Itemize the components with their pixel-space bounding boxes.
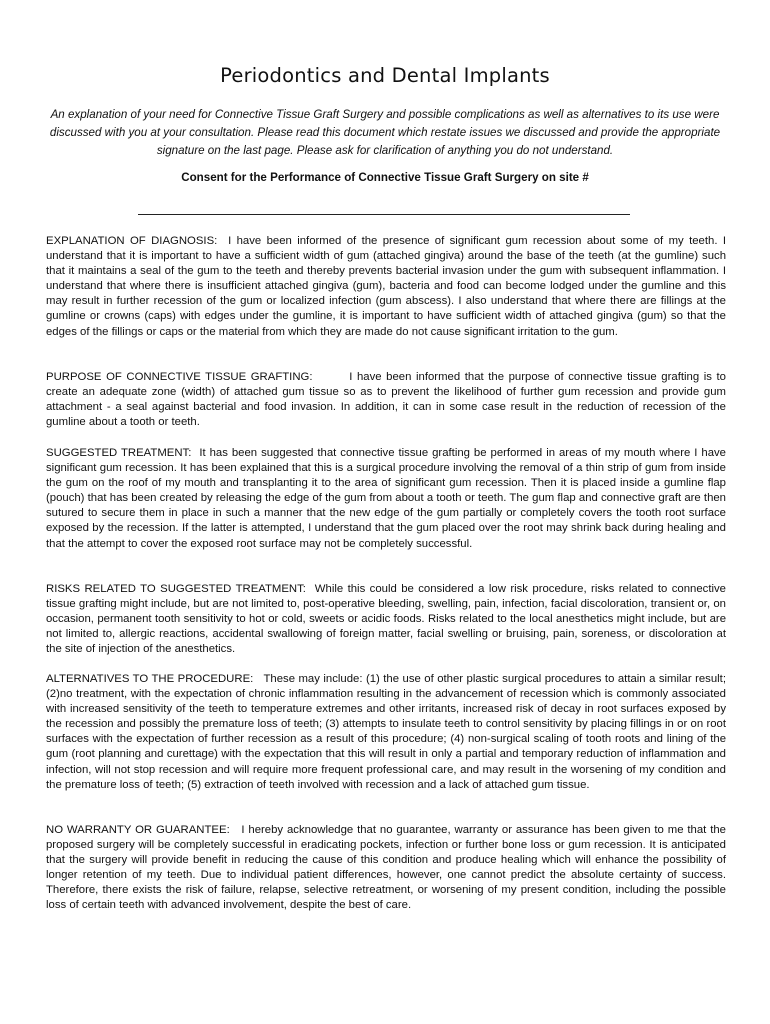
site-number-blank-line (138, 214, 630, 215)
section-risks (46, 582, 726, 657)
section-no-warranty (46, 823, 726, 914)
section-body: I have been informed that the purpose of connective tissue grafting is to create an adequate zone (width) of attached gum tissue so as to prevent the likelihood of further gum recession and provide gum attachment - a seal against bacterial and food invasion. In addition, it can in some case result in the reduction of recession of the gumline about a tooth or teeth. (46, 371, 726, 429)
section-body: I have been informed of the presence of significant gum recession about some of my teeth. I understand that it is important to have a sufficient width of gum (attached gingiva) around the base of the teeth (at the gumline) such that it maintains a seal of the gum to the teeth and thereby prevents bacterial invasion under the gum with subsequent inflammation. I understand that where there is insufficient attached gingiva (gum), bacteria and food can become lodged under the gumline and this may result in further recession of the gum or localized infection (gum abscess). I also understand that where there are fillings at the gumline or crowns (caps) with edges under the gumline, it is important to have sufficient width of attached gingiva (gum) so that the edges of the fillings or caps or the material from which they are made do not cause significant irritation to the gum. (46, 235, 727, 338)
section-alternatives (46, 672, 726, 793)
document-title: Periodontics and Dental Implants (220, 64, 550, 87)
section-heading: NO WARRANTY OR GUARANTEE: (46, 824, 230, 836)
section-heading: SUGGESTED TREATMENT: (46, 447, 192, 459)
consent-heading: Consent for the Performance of Connective Tissue Graft Surgery on site # (181, 171, 589, 184)
section-heading: RISKS RELATED TO SUGGESTED TREATMENT: (46, 583, 306, 595)
section-explanation-of-diagnosis (46, 234, 726, 340)
intro-paragraph: An explanation of your need for Connective Tissue Graft Surgery and possible complications as well as alternatives to its use were discussed with you at your consultation. Please read this document which restate issues we discussed and provide the appropriate signature on the last page. Please ask for clarification of anything you do not understand. (49, 108, 721, 157)
section-heading: ALTERNATIVES TO THE PROCEDURE: (46, 673, 254, 685)
section-body: It has been suggested that connective tissue grafting be performed in areas of my mouth where I have significant gum recession. It has been explained that this is a surgical procedure involving the removal of a thin strip of gum from inside the gum on the roof of my mouth and transplanting it to the area of significant gum recession. Then it is placed inside a gumline flap (pouch) that has been created by releasing the edge of the gum from about a tooth or teeth. The gum flap and connective graft are then sutured to secure them in place in such a manner that the new edge of the gum partially or completely covers the tooth root surface exposed by the recession. If the latter is attempted, I understand that the gum placed over the root may shrink back during healing and that the attempt to cover the exposed root surface may not be completely successful. (46, 447, 726, 550)
section-suggested-treatment (46, 446, 726, 552)
section-body: I hereby acknowledge that no guarantee, warranty or assurance has been given to me that the proposed surgery will be completely successful in eradicating pockets, infection or further bone loss or gum recession. It is anticipated that the surgery will provide benefit in reducing the cause of this condition and produce healing which will enhance the possibility of longer retention of my teeth. Due to individual patient differences, however, one cannot predict the absolute certainty of success. Therefore, there exists the risk of failure, relapse, selective retreatment, or worsening of my present condition, including the possible loss of certain teeth with advanced involvement, despite the best of care. (46, 824, 726, 912)
section-purpose-of-grafting (46, 370, 726, 430)
section-heading: PURPOSE OF CONNECTIVE TISSUE GRAFTING: (46, 371, 313, 383)
section-body: These may include: (1) the use of other plastic surgical procedures to attain a similar result; (2)no treatment, with the expectation of chronic inflammation resulting in the advancement of recession which is commonly associated with increased sensitivity of the teeth to temperature extremes and other irritants, increased risk of decay in root surfaces exposed by the recession and possibly the premature loss of teeth; (3) attempts to insulate teeth to control sensitivity by placing fillings in or on root surfaces with the expectation of further recession as a result of this procedure; (4) non-surgical scaling of tooth roots and lining of the gum (root planning and curettage) with the expectation that this will result in only a partial and temporary reduction of inflammation and infection, will not stop recession and will require more frequent professional care, and may result in the worsening of my condition and the premature loss of teeth; (5) extraction of teeth involved with recession and a lack of attached gum tissue. (46, 673, 726, 791)
section-body: While this could be considered a low risk procedure, risks related to connective tissue grafting might include, but are not limited to, post-operative bleeding, swelling, pain, infection, facial discoloration, transient or, on occasion, permanent tooth sensitivity to hot or cold, sweets or acidic foods. Risks related to the local anesthetics might include, but are not limited to, allergic reactions, accidental swallowing of foreign matter, facial swelling or bruising, pain, soreness, or discoloration at the site of injection of the anesthetics. (46, 583, 726, 656)
section-heading: EXPLANATION OF DIAGNOSIS: (46, 235, 218, 247)
